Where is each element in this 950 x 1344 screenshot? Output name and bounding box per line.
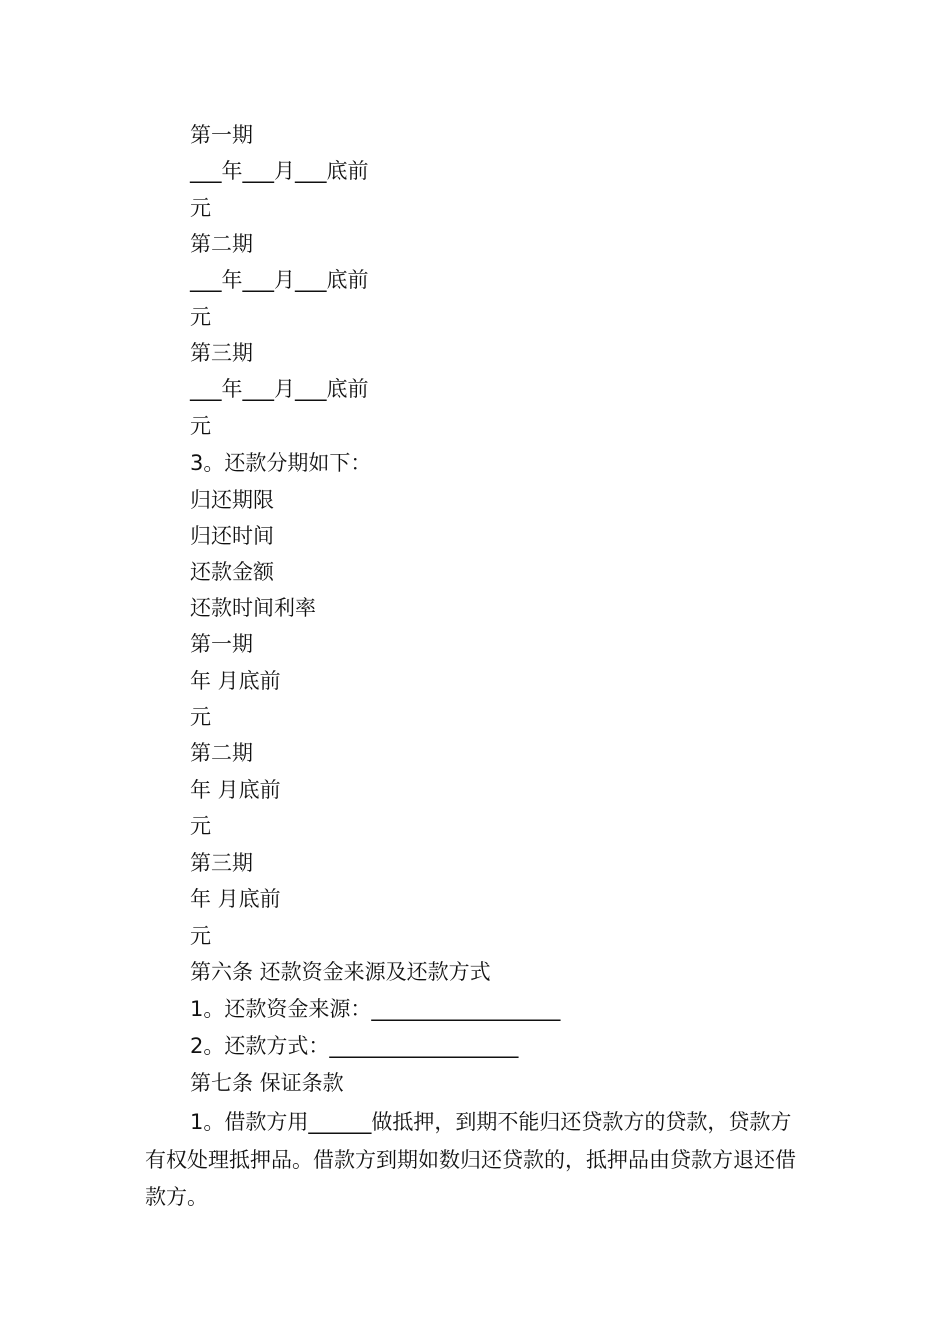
header-repay-time: 归还时间	[190, 524, 274, 548]
period-1-label: 第一期	[190, 123, 253, 147]
collateral-clause-paragraph: 1。借款方用______做抵押，到期不能归还贷款方的贷款，贷款方有权处理抵押品。借款方到期如数归还贷款的，抵押品由贷款方退还借款方。	[145, 1110, 796, 1209]
header-repay-rate: 还款时间利率	[190, 596, 316, 620]
installment-3-amount-unit: 元	[190, 924, 211, 948]
installment-1-date: 年 月底前	[190, 669, 281, 693]
installment-heading: 3。还款分期如下：	[190, 451, 372, 475]
period-2-date: ___年___月___底前	[190, 268, 369, 292]
period-1-amount-unit: 元	[190, 196, 211, 220]
installment-3-label: 第三期	[190, 851, 253, 875]
header-repay-term: 归还期限	[190, 488, 274, 512]
period-2-label: 第二期	[190, 232, 253, 256]
header-repay-amount: 还款金额	[190, 560, 274, 584]
installment-2-label: 第二期	[190, 741, 253, 765]
period-2-amount-unit: 元	[190, 305, 211, 329]
period-3-date: ___年___月___底前	[190, 377, 369, 401]
installment-1-amount-unit: 元	[190, 705, 211, 729]
installment-2-amount-unit: 元	[190, 814, 211, 838]
article-6-heading: 第六条 还款资金来源及还款方式	[190, 960, 491, 984]
repayment-source: 1。还款资金来源：__________________	[190, 997, 561, 1021]
period-3-label: 第三期	[190, 341, 253, 365]
article-7-heading: 第七条 保证条款	[190, 1071, 344, 1095]
period-3-amount-unit: 元	[190, 414, 211, 438]
installment-3-date: 年 月底前	[190, 887, 281, 911]
installment-2-date: 年 月底前	[190, 778, 281, 802]
repayment-method: 2。还款方式：__________________	[190, 1034, 519, 1058]
installment-1-label: 第一期	[190, 632, 253, 656]
period-1-date: ___年___月___底前	[190, 159, 369, 183]
